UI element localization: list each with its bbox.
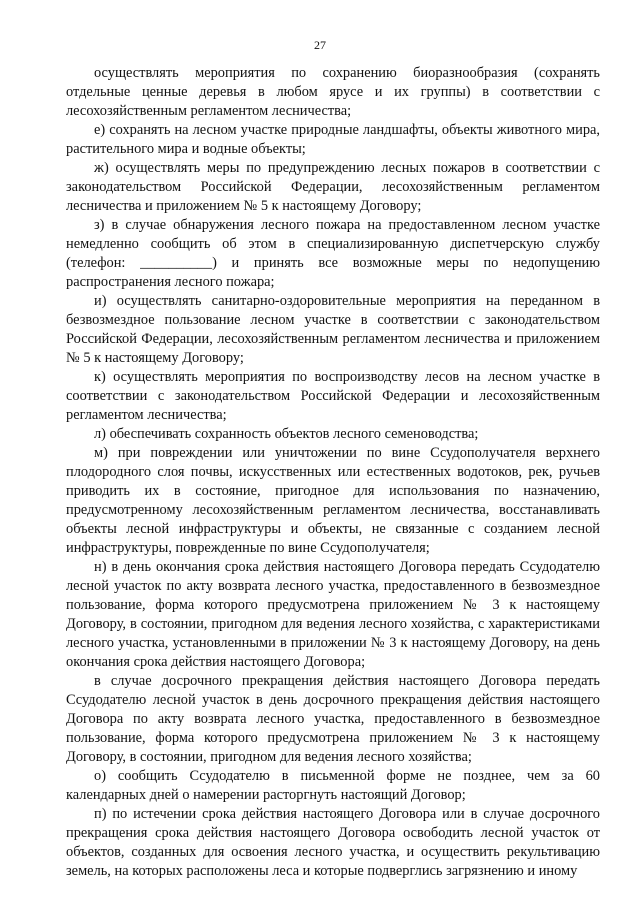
paragraph-early-termination: в случае досрочного прекращения действия настоящего Договора передать Ссудодателю лесной участок в день досрочного прекращения действия настоящего Договора по акту возврата лесного участка, предоставленного в безвозмездное пользование, форма которого предусмотрена приложением № 3 к настоящему Договору, в состоянии, пригодном для ведения лесного хозяйства; — [66, 673, 600, 765]
paragraph-o: о) сообщить Ссудодателю в письменной форме не позднее, чем за 60 календарных дней о намерении расторгнуть настоящий Договор; — [66, 768, 600, 803]
document-body — [66, 64, 600, 881]
page-number: 27 — [314, 38, 326, 52]
paragraph-z: з) в случае обнаружения лесного пожара на предоставленном лесном участке немедленно сообщить об этом в специализированную диспетчерскую службу (телефон: __________) и принять все возможные меры по недопущению распространения лесного пожара; — [66, 217, 600, 290]
paragraph-biodiversity: осуществлять мероприятия по сохранению биоразнообразия (сохранять отдельные ценные деревья в любом ярусе и их группы) в соответствии с лесохозяйственным регламентом лесничества; — [66, 65, 600, 119]
paragraph-e: е) сохранять на лесном участке природные ландшафты, объекты животного мира, растительного мира и водные объекты; — [66, 122, 600, 157]
paragraph-k: к) осуществлять мероприятия по воспроизводству лесов на лесном участке в соответствии с законодательством Российской Федерации и лесохозяйственным регламентом лесничества; — [66, 369, 600, 423]
paragraph-i: и) осуществлять санитарно-оздоровительные мероприятия на переданном в безвозмездное пользование лесном участке в соответствии с законодательством Российской Федерации, лесохозяйственным регламентом лесничества и приложением № 5 к настоящему Договору; — [66, 293, 600, 366]
paragraph-zh: ж) осуществлять меры по предупреждению лесных пожаров в соответствии с законодательством Российской Федерации, лесохозяйственным регламентом лесничества и приложением № 5 к настоящему Договору; — [66, 160, 600, 214]
paragraph-m: м) при повреждении или уничтожении по вине Ссудополучателя верхнего плодородного слоя почвы, искусственных или естественных водотоков, рек, ручьев приводить их в состояние, пригодное для использования по назначению, предусмотренному лесохозяйственным регламентом лесничества, восстанавливать объекты лесной инфраструктуры и объекты, не связанные с созданием лесной инфраструктуры, поврежденные по вине Ссудополучателя; — [66, 445, 600, 556]
paragraph-p: п) по истечении срока действия настоящего Договора или в случае досрочного прекращения срока действия настоящего Договора освободить лесной участок от объектов, созданных для освоения лесного участка, и осуществить рекультивацию земель, на которых расположены леса и которые подверглись загрязнению и иному — [66, 806, 600, 879]
paragraph-l: л) обеспечивать сохранность объектов лесного семеноводства; — [94, 426, 479, 442]
paragraph-n: н) в день окончания срока действия настоящего Договора передать Ссудодателю лесной участок по акту возврата лесного участка, предоставленного в безвозмездное пользование, форма которого предусмотрена приложением № 3 к настоящему Договору, в состоянии, пригодном для ведения лесного хозяйства, с характеристиками лесного участка, установленными в приложении № 3 к настоящему Договору, на день окончания срока действия настоящего Договора; — [66, 559, 600, 670]
